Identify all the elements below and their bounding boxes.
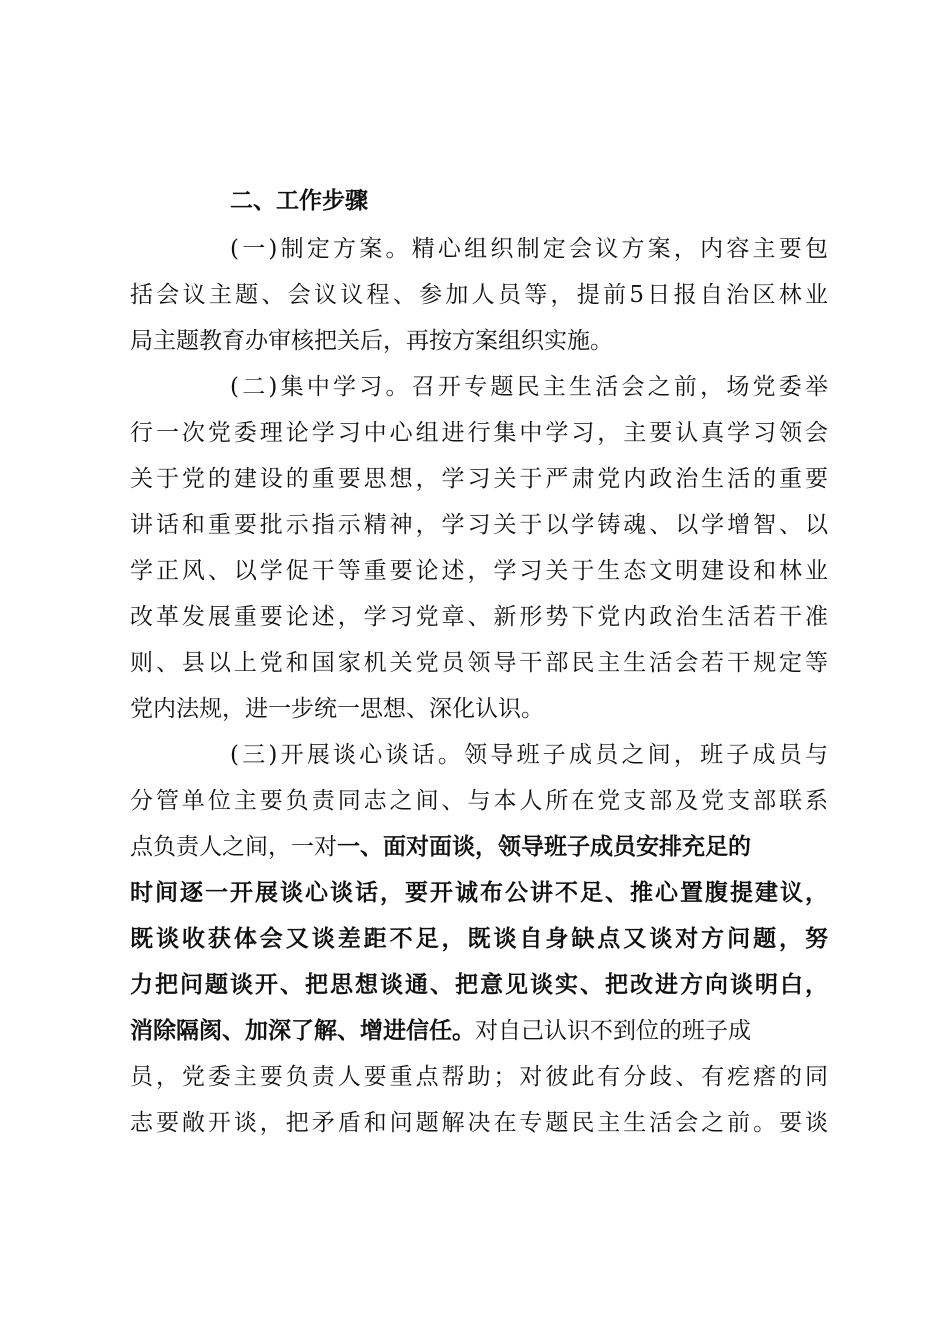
line-7-regular-part: 对自己认识不到位的班子成 [475, 1018, 751, 1044]
paragraph-3-line-5: 既谈收获体会又谈差距不足，既谈自身缺点又谈对方问题，努 [130, 926, 828, 952]
paragraph-2-line-3: 关于党的建设的重要思想，学习关于严肃党内政治生活的重要 [130, 466, 828, 492]
line-3-bold-part: 一、面对面谈，领导班子成员安排充足的 [337, 834, 751, 860]
paragraph-3-line-3 [130, 824, 828, 870]
line-7-bold-part: 消除隔阂、加深了解、增进信任。 [130, 1018, 475, 1044]
paragraph-1-line-2: 括会议主题、会议议程、参加人员等，提前5日报自治区林业 [130, 282, 828, 308]
paragraph-2-line-7: 则、县以上党和国家机关党员领导干部民主生活会若干规定等 [130, 650, 828, 676]
paragraph-2-line-2: 行一次党委理论学习中心组进行集中学习，主要认真学习领会 [130, 420, 828, 446]
section-heading: 二、工作步骤 [230, 188, 368, 214]
paragraph-3-line-6: 力把问题谈开、把思想谈通、把意见谈实、把改进方向谈明白， [130, 972, 828, 998]
paragraph-3-line-8: 员，党委主要负责人要重点帮助；对彼此有分歧、有疙瘩的同 [130, 1064, 828, 1090]
paragraph-2-line-5: 学正风、以学促干等重要论述，学习关于生态文明建设和林业 [130, 558, 828, 584]
paragraph-3-line-2: 分管单位主要负责同志之间、与本人所在党支部及党支部联系 [130, 788, 828, 814]
paragraph-3-line-7 [130, 1008, 828, 1054]
paragraph-2-line-4: 讲话和重要批示指示精神，学习关于以学铸魂、以学增智、以 [130, 512, 828, 538]
paragraph-2-line-6: 改革发展重要论述，学习党章、新形势下党内政治生活若干准 [130, 604, 828, 630]
paragraph-2-line-8: 党内法规，进一步统一思想、深化认识。 [130, 696, 544, 722]
line-3-regular-part: 点负责人之间，一对 [130, 834, 337, 860]
paragraph-3-line-4: 时间逐一开展谈心谈话，要开诚布公讲不足、推心置腹提建议， [130, 880, 828, 906]
paragraph-3-line-9: 志要敞开谈，把矛盾和问题解决在专题民主生活会之前。要谈 [130, 1110, 828, 1136]
paragraph-1-line-3: 局主题教育办审核把关后，再按方案组织实施。 [130, 328, 613, 354]
paragraph-2-line-1: (二)集中学习。召开专题民主生活会之前，场党委举 [230, 374, 828, 400]
paragraph-3-line-1: (三)开展谈心谈话。领导班子成员之间，班子成员与 [230, 742, 828, 768]
paragraph-1-line-1: (一)制定方案。精心组织制定会议方案，内容主要包 [230, 236, 828, 262]
